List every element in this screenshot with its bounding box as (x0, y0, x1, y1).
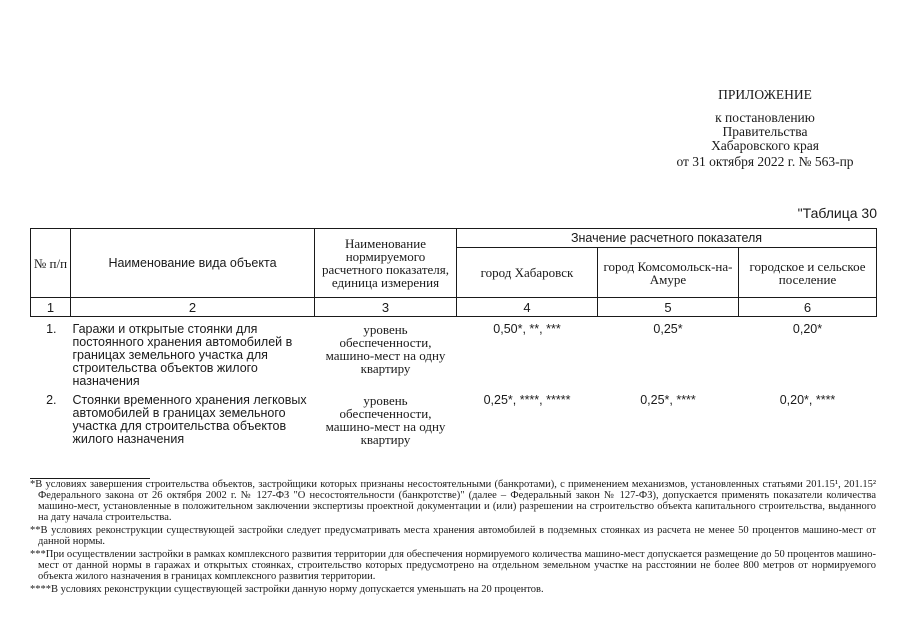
row-num: 1. (46, 322, 57, 336)
footnote: **В условиях реконструкции существующей застройки следует предусматривать места хранения автомобилей в подземных стоянках из расчета не менее 50 процентов машино-мест от данной нормы. (30, 525, 876, 547)
table-row (31, 388, 877, 456)
appendix-header (640, 88, 890, 169)
header-khabarovsk: город Хабаровск (457, 248, 598, 298)
row-value-komsomolsk: 0,25*, **** (640, 393, 696, 407)
header-num: № п/п (31, 229, 71, 298)
header-indicator: Наименование нормируемого расчетного показателя, единица измерения (315, 229, 457, 298)
footnote: ****В условиях реконструкции существующей застройки данную норму допускается уменьшать на 20 процентов. (30, 584, 544, 595)
table-row (31, 317, 877, 389)
column-number: 1 (31, 298, 71, 317)
header-komsomolsk: город Комсомольск-на-Амуре (598, 248, 739, 298)
appendix-line-2: Правительства (722, 124, 808, 139)
row-value-settlement: 0,20*, **** (779, 393, 836, 407)
footnote: *В условиях завершения строительства объектов, застройщики которых признаны несостоятельными (банкротами), с применением механизмов, установленных статьями 201.15¹, 201.15² Федерального закона от 26 октября 2002 г. № 127-ФЗ "О несостоятельности (банкротстве)" (далее – Федеральный закон № 127-ФЗ), допускается применять показатели количества машино-мест, установленные в положительном заключении экспертизы проектной документации и (или) разрешении на строительство объекта капитального строительства, выданного на дату начала строительства. (30, 479, 876, 523)
row-value-khabarovsk: 0,50*, **, *** (493, 322, 561, 336)
row-object-type: Гаражи и открытые стоянки для постоянного хранения автомобилей в границах земельного участка для строительства объектов жилого назначения (72, 322, 293, 388)
row-num: 2. (46, 393, 57, 407)
header-object-type: Наименование вида объекта (71, 229, 315, 298)
footnotes (30, 479, 876, 597)
row-value-settlement: 0,20* (792, 322, 823, 336)
column-number: 2 (71, 298, 315, 317)
appendix-line-4: от 31 октября 2022 г. № 563-пр (676, 154, 854, 169)
column-number: 5 (598, 298, 739, 317)
appendix-line-3: Хабаровского края (711, 138, 819, 153)
table-label: "Таблица 30 (797, 205, 877, 221)
column-number: 6 (739, 298, 877, 317)
row-value-komsomolsk: 0,25* (653, 322, 683, 336)
row-indicator: уровень обеспеченности, машино-мест на одну квартиру (325, 393, 446, 447)
appendix-line-1: к постановлению (715, 110, 815, 125)
column-number: 4 (457, 298, 598, 317)
header-value-group: Значение расчетного показателя (457, 229, 877, 248)
indicators-table (30, 228, 877, 456)
column-number: 3 (315, 298, 457, 317)
row-indicator: уровень обеспеченности, машино-мест на одну квартиру (325, 322, 446, 376)
appendix-title: ПРИЛОЖЕНИЕ (718, 87, 812, 102)
row-object-type: Стоянки временного хранения легковых автомобилей в границах земельного участка для строительства объектов жилого назначения (72, 393, 307, 446)
row-value-khabarovsk: 0,25*, ****, ***** (483, 393, 571, 407)
header-settlement: городское и сельское поселение (739, 248, 877, 298)
footnote: ***При осуществлении застройки в рамках комплексного развития территории для обеспечения нормируемого количества машино-мест допускается размещение до 50 процентов машино-мест от данной нормы в гаражах и открытых стоянках, строительство которых предусмотрено на отдельном земельном участке на расстоянии не более 800 метров от нормируемого объекта жилого назначения в границах комплексного развития территории. (30, 549, 876, 582)
